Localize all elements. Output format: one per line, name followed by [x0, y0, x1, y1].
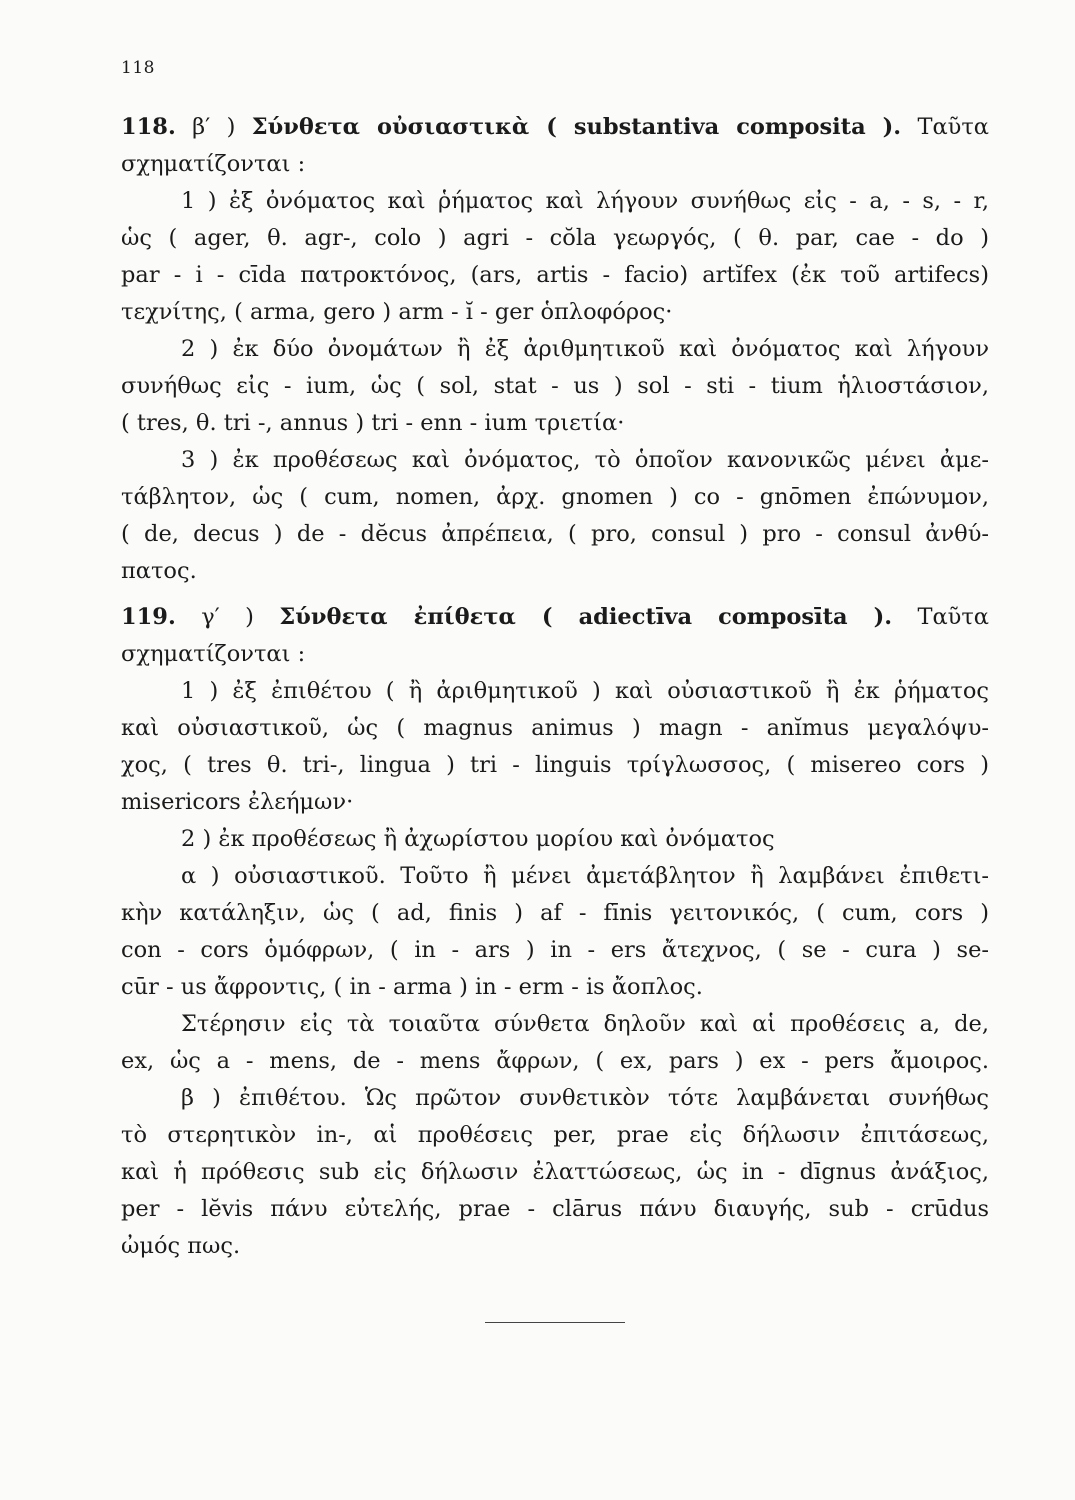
text-line: καὶ ἡ πρόθεσις sub εἰς δήλωσιν ἐλαττώσεως, ὡς in - dīgnus ἀνάξιος,: [121, 1159, 989, 1185]
section-prefix: γ′ ): [201, 604, 254, 630]
text-line: τάβλητον, ὡς ( cum, nomen, ἀρχ. gnomen ) co - gnōmen ἐπώνυμον,: [121, 484, 989, 510]
text-line: α ) οὐσιαστικοῦ. Τοῦτο ἢ μένει ἀμετάβλητον ἢ λαμβάνει ἐπιθετι-: [181, 863, 989, 889]
text-line: par - i - cīda πατροκτόνος, (ars, artis - facio) artĭfex (ἐκ τοῦ artifecs): [121, 262, 989, 288]
section-heading: [121, 599, 989, 636]
section-number: 119.: [121, 604, 176, 630]
text-line: misericors ἐλεήμων·: [121, 789, 354, 815]
text-line: σχηματίζονται :: [121, 151, 306, 177]
text-line: πατος.: [121, 558, 197, 584]
text-line: 3 ) ἐκ προθέσεως καὶ ὀνόματος, τὸ ὁποῖον κανονικῶς μένει ἀμε-: [181, 447, 989, 473]
section-title: Σύνθετα ἐπίθετα ( adiectīva composīta ).: [279, 604, 893, 630]
section-title: Σύνθετα οὐσιαστικὰ ( substantiva composita ).: [251, 114, 902, 140]
section-prefix: β′ ): [192, 114, 236, 140]
text-line: 1 ) ἐξ ἐπιθέτου ( ἢ ἀριθμητικοῦ ) καὶ οὐσιαστικοῦ ἢ ἐκ ῥήματος: [181, 678, 989, 704]
text-line: ὠμός πως.: [121, 1233, 241, 1259]
page-number: 118: [121, 58, 155, 78]
text-line: καὶ οὐσιαστικοῦ, ὡς ( magnus animus ) magn - anĭmus μεγαλόψυ-: [121, 715, 989, 741]
text-line: 2 ) ἐκ προθέσεως ἢ ἀχωρίστου μορίου καὶ ὀνόματος: [181, 826, 775, 852]
section-heading: [121, 109, 989, 146]
separator-rule: [485, 1322, 625, 1323]
section-heading-tail: Ταῦτα: [917, 604, 990, 630]
section-number: 118.: [121, 114, 176, 140]
text-line: β ) ἐπιθέτου. Ὡς πρῶτον συνθετικὸν τότε λαμβάνεται συνήθως: [181, 1085, 989, 1111]
text-line: Στέρησιν εἰς τὰ τοιαῦτα σύνθετα δηλοῦν καὶ αἱ προθέσεις a, de,: [181, 1011, 989, 1037]
text-line: 2 ) ἐκ δύο ὀνομάτων ἢ ἐξ ἀριθμητικοῦ καὶ ὀνόματος καὶ λήγουν: [181, 336, 989, 362]
text-line: ( tres, θ. tri -, annus ) tri - enn - ium τριετία·: [121, 410, 625, 436]
text-line: ὡς ( ager, θ. agr-, colo ) agri - cŏla γεωργός, ( θ. par, cae - do ): [121, 225, 989, 251]
text-line: τεχνίτης, ( arma, gero ) arm - ĭ - ger ὁπλοφόρος·: [121, 299, 673, 325]
text-line: per - lĕvis πάνυ εὐτελής, prae - clārus πάνυ διαυγής, sub - crūdus: [121, 1196, 989, 1222]
text-line: con - cors ὁμόφρων, ( in - ars ) in - ers ἄτεχνος, ( se - cura ) se-: [121, 937, 989, 963]
text-line: χος, ( tres θ. tri-, lingua ) tri - linguis τρίγλωσσος, ( misereo cors ): [121, 752, 989, 778]
text-line: συνήθως εἰς - ium, ὡς ( sol, stat - us ) sol - sti - tium ἡλιοστάσιον,: [121, 373, 989, 399]
text-line: σχηματίζονται :: [121, 641, 306, 667]
text-block: [121, 109, 989, 1265]
text-line: cūr - us ἄφροντις, ( in - arma ) in - erm - is ἄοπλος.: [121, 974, 703, 1000]
section-heading-tail: Ταῦτα: [917, 114, 989, 140]
text-line: τὸ στερητικὸν in-, αἱ προθέσεις per, prae εἰς δήλωσιν ἐπιτάσεως,: [121, 1122, 989, 1148]
text-line: κὴν κατάληξιν, ὡς ( ad, finis ) af - fīnis γειτονικός, ( cum, cors ): [121, 900, 989, 926]
text-line: 1 ) ἐξ ὀνόματος καὶ ῥήματος καὶ λήγουν συνήθως εἰς - a, - s, - r,: [181, 188, 989, 214]
text-line: ( de, decus ) de - dĕcus ἀπρέπεια, ( pro, consul ) pro - consul ἀνθύ-: [121, 521, 989, 547]
text-line: ex, ὡς a - mens, de - mens ἄφρων, ( ex, pars ) ex - pers ἄμοιρος.: [121, 1048, 989, 1074]
